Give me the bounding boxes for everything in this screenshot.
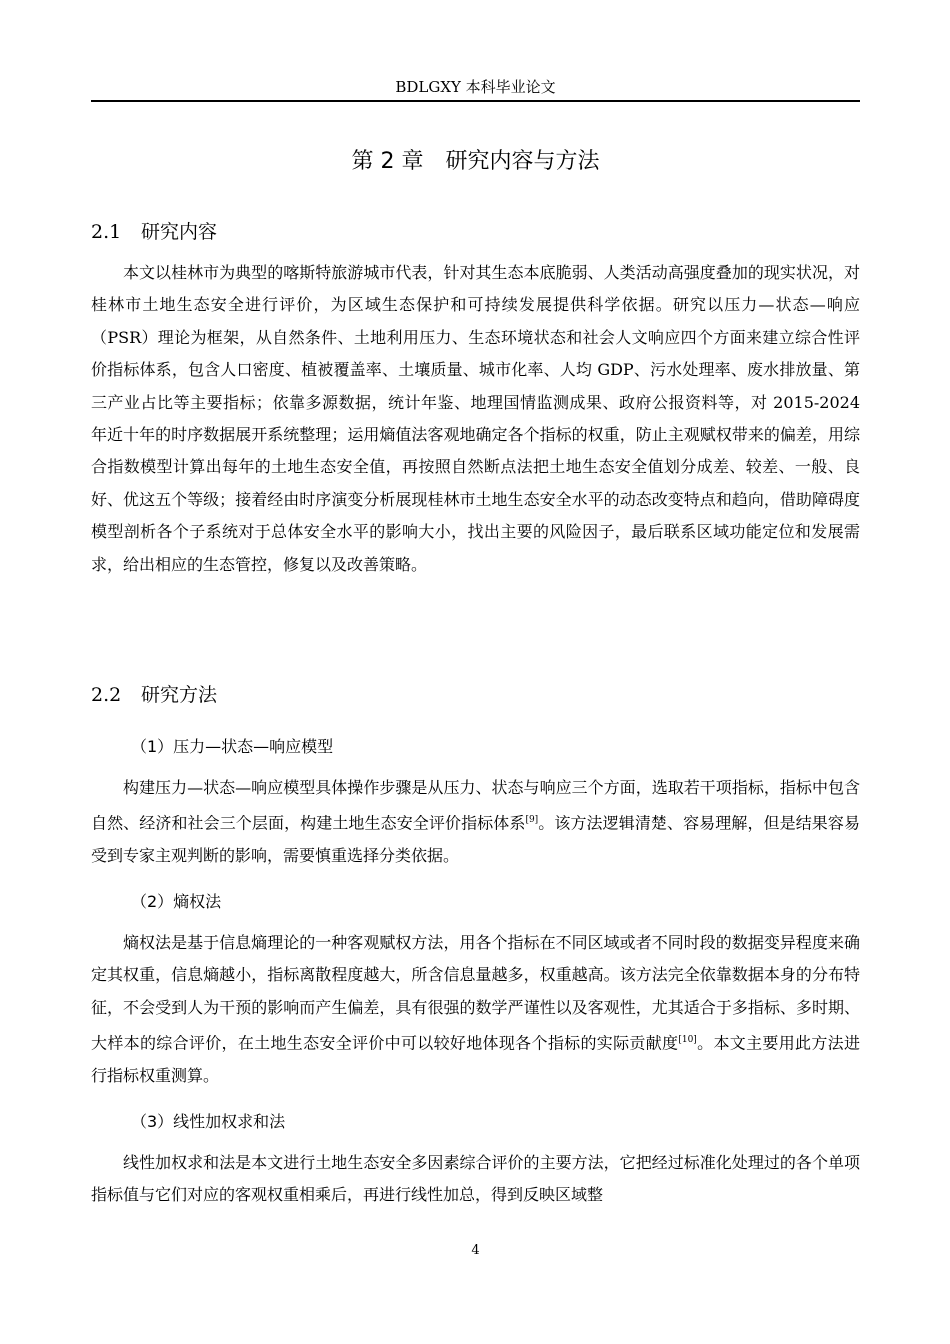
section-heading-2-2 xyxy=(91,681,860,709)
section-heading-2-1 xyxy=(91,218,860,246)
section-title: 研究方法 xyxy=(141,684,218,706)
subheading-psr-model: （1）压力—状态—响应模型 xyxy=(131,737,334,756)
paragraph-entropy-method xyxy=(91,927,860,1092)
paragraph-text: 构建压力—状态—响应模型具体操作步骤是从压力、状态与响应三个方面，选取若干项指标，指标中包含自然、经济和社会三个层面，构建土地生态安全评价指标体系 xyxy=(91,778,860,833)
section-title: 研究内容 xyxy=(141,221,218,243)
section-number: 2.1 xyxy=(91,221,122,243)
subheading-linear-weighted-sum: （3）线性加权求和法 xyxy=(131,1112,286,1131)
paragraph-research-content: 本文以桂林市为典型的喀斯特旅游城市代表，针对其生态本底脆弱、人类活动高强度叠加的现实状况，对桂林市土地生态安全进行评价，为区域生态保护和可持续发展提供科学依据。研究以压力—状态—响应（PSR）理论为框架，从自然条件、土地利用压力、生态环境状态和社会人文响应四个方面来建立综合性评价指标体系，包含人口密度、植被覆盖率、土壤质量、城市化率、人均 GDP、污水处理率、废水排放量、第三产业占比等主要指标；依靠多源数据，统计年鉴、地理国情监测成果、政府公报资料等，对 2015-2024 年近十年的时序数据展开系统整理；运用熵值法客观地确定各个指标的权重，防止主观赋权带来的偏差，用综合指数模型计算出每年的土地生态安全值，再按照自然断点法把土地生态安全值划分成差、较差、一般、良好、优这五个等级；接着经由时序演变分析展现桂林市土地生态安全水平的动态改变特点和趋向，借助障碍度模型剖析各个子系统对于总体安全水平的影响大小，找出主要的风险因子，最后联系区域功能定位和发展需求，给出相应的生态管控，修复以及改善策略。 xyxy=(91,263,860,574)
page-header: BDLGXY 本科毕业论文 xyxy=(395,78,556,96)
paragraph-psr-model xyxy=(91,772,860,873)
chapter-title: 第 2 章 研究内容与方法 xyxy=(351,149,600,174)
citation-ref: [10] xyxy=(678,1035,697,1046)
paragraph-linear-weighted-sum: 线性加权求和法是本文进行土地生态安全多因素综合评价的主要方法，它把经过标准化处理过的各个单项指标值与它们对应的客观权重相乘后，再进行线性加总，得到反映区域整 xyxy=(91,1153,860,1205)
paragraph-text-tail: 。本文主要用此方法进行指标权重测算。 xyxy=(91,1033,860,1085)
paragraph-text-tail: 。该方法逻辑清楚、容易理解，但是结果容易受到专家主观判断的影响，需要慎重选择分类依据。 xyxy=(91,813,860,866)
header-rule xyxy=(91,100,860,102)
paragraph-text: 熵权法是基于信息熵理论的一种客观赋权方法，用各个指标在不同区域或者不同时段的数据变异程度来确定其权重，信息熵越小，指标离散程度越大，所含信息量越多，权重越高。该方法完全依靠数据本身的分布特征，不会受到人为干预的影响而产生偏差，具有很强的数学严谨性以及客观性，尤其适合于多指标、多时期、大样本的综合评价，在土地生态安全评价中可以较好地体现各个指标的实际贡献度 xyxy=(91,933,860,1053)
subheading-entropy-method: （2）熵权法 xyxy=(131,892,222,911)
section-number: 2.2 xyxy=(91,684,122,706)
citation-ref: [9] xyxy=(525,815,539,826)
page-number: 4 xyxy=(471,1243,480,1258)
